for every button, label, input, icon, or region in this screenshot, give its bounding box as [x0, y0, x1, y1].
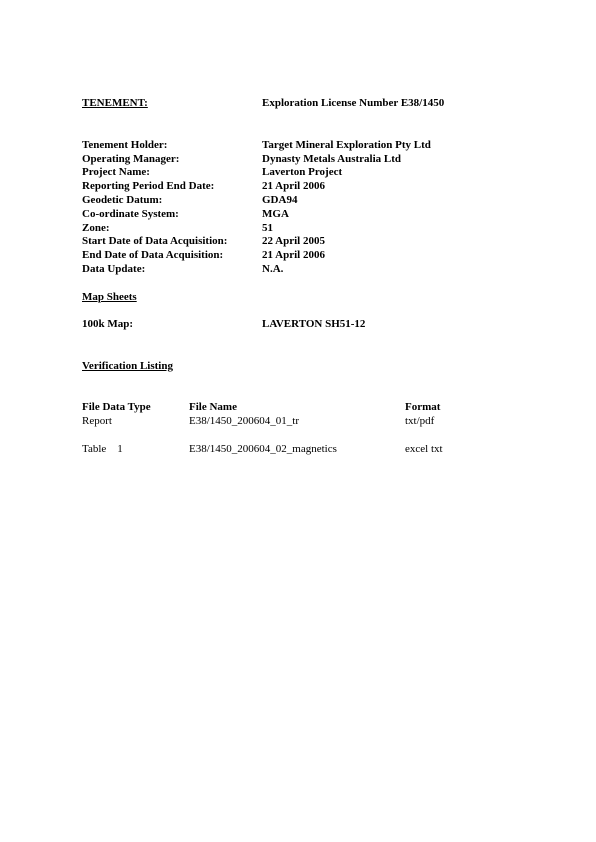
detail-value: N.A.: [262, 263, 284, 275]
verification-heading: Verification Listing: [82, 360, 173, 372]
tenement-label: TENEMENT:: [82, 97, 148, 109]
detail-value: Dynasty Metals Australia Ltd: [262, 153, 402, 165]
map-sheets-heading: Map Sheets: [82, 291, 137, 303]
detail-label: End Date of Data Acquisition:: [82, 249, 224, 261]
detail-label: Reporting Period End Date:: [82, 180, 215, 192]
column-header-file: File Name: [189, 401, 237, 413]
cell-file: E38/1450_200604_01_tr: [189, 415, 299, 427]
map-value: LAVERTON SH51-12: [262, 318, 366, 330]
detail-label: Data Update:: [82, 263, 146, 275]
detail-value: 51: [262, 222, 273, 234]
detail-value: Target Mineral Exploration Pty Ltd: [262, 139, 431, 151]
detail-value: GDA94: [262, 194, 298, 206]
detail-value: 21 April 2006: [262, 180, 325, 192]
detail-value: 22 April 2005: [262, 235, 325, 247]
cell-format: txt/pdf: [405, 415, 435, 427]
detail-label: Operating Manager:: [82, 153, 180, 165]
detail-value: 21 April 2006: [262, 249, 325, 261]
detail-value: MGA: [262, 208, 289, 220]
detail-label: Zone:: [82, 222, 110, 234]
tenement-value: Exploration License Number E38/1450: [262, 97, 445, 109]
detail-label: Tenement Holder:: [82, 139, 168, 151]
detail-label: Geodetic Datum:: [82, 194, 163, 206]
detail-label: Co-ordinate System:: [82, 208, 179, 220]
detail-value: Laverton Project: [262, 166, 343, 178]
cell-file: E38/1450_200604_02_magnetics: [189, 443, 337, 455]
detail-label: Start Date of Data Acquisition:: [82, 235, 228, 247]
detail-label: Project Name:: [82, 166, 150, 178]
cell-type: Table 1: [82, 443, 123, 455]
cell-type: Report: [82, 415, 112, 427]
column-header-format: Format: [405, 401, 441, 413]
cell-format: excel txt: [405, 443, 443, 455]
map-label: 100k Map:: [82, 318, 134, 330]
column-header-type: File Data Type: [82, 401, 151, 413]
